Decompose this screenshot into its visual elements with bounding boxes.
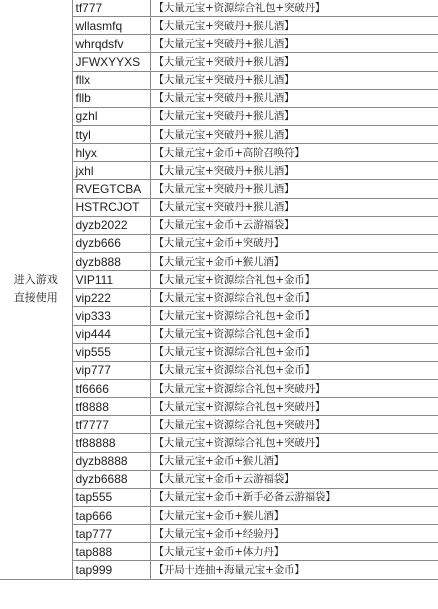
reward-cell: 【大量元宝+突破丹+猴儿酒】	[150, 53, 438, 71]
gift-code-cell: JFWXYYXS	[72, 53, 150, 71]
reward-cell: 【大量元宝+资源综合礼包+金币】	[150, 343, 438, 361]
gift-code-cell: tap666	[72, 506, 150, 524]
reward-cell: 【大量元宝+金币+猴儿酒】	[150, 252, 438, 270]
gift-code-cell: tf777	[72, 0, 150, 17]
gift-code-cell: jxhl	[72, 162, 150, 180]
reward-cell: 【开局十连抽+海量元宝+金币】	[150, 561, 438, 579]
gift-code-cell: vip555	[72, 343, 150, 361]
reward-cell: 【大量元宝+资源综合礼包+金币】	[150, 307, 438, 325]
reward-cell: 【大量元宝+金币+体力丹】	[150, 543, 438, 561]
reward-cell: 【大量元宝+突破丹+猴儿酒】	[150, 198, 438, 216]
reward-cell: 【大量元宝+资源综合礼包+突破丹】	[150, 416, 438, 434]
gift-code-cell: HSTRCJOT	[72, 198, 150, 216]
reward-cell: 【大量元宝+金币+云游福袋】	[150, 470, 438, 488]
reward-cell: 【大量元宝+突破丹+猴儿酒】	[150, 162, 438, 180]
reward-cell: 【大量元宝+突破丹+猴儿酒】	[150, 35, 438, 53]
reward-cell: 【大量元宝+金币+云游福袋】	[150, 216, 438, 234]
gift-code-cell: fllb	[72, 89, 150, 107]
reward-cell: 【大量元宝+资源综合礼包+突破丹】	[150, 379, 438, 397]
reward-cell: 【大量元宝+突破丹+猴儿酒】	[150, 107, 438, 125]
gift-code-cell: RVEGTCBA	[72, 180, 150, 198]
gift-code-cell: vip444	[72, 325, 150, 343]
gift-code-cell: vip777	[72, 361, 150, 379]
gift-code-cell: tap888	[72, 543, 150, 561]
gift-code-cell: hlyx	[72, 144, 150, 162]
reward-cell: 【大量元宝+资源综合礼包+金币】	[150, 289, 438, 307]
gift-code-cell: dyzb6688	[72, 470, 150, 488]
reward-cell: 【大量元宝+金币+新手必备云游福袋】	[150, 488, 438, 506]
reward-cell: 【大量元宝+突破丹+猴儿酒】	[150, 180, 438, 198]
gift-code-cell: tf7777	[72, 416, 150, 434]
gift-code-cell: dyzb8888	[72, 452, 150, 470]
gift-code-cell: VIP111	[72, 271, 150, 289]
gift-code-cell: ttyl	[72, 125, 150, 143]
gift-code-cell: dyzb2022	[72, 216, 150, 234]
gift-code-cell: wllasmfq	[72, 17, 150, 35]
reward-cell: 【大量元宝+突破丹+猴儿酒】	[150, 89, 438, 107]
gift-code-cell: tf8888	[72, 398, 150, 416]
reward-cell: 【大量元宝+资源综合礼包+突破丹】	[150, 434, 438, 452]
gift-code-cell: vip222	[72, 289, 150, 307]
gift-code-cell: dyzb888	[72, 252, 150, 270]
reward-cell: 【大量元宝+资源综合礼包+突破丹】	[150, 398, 438, 416]
reward-cell: 【大量元宝+突破丹+猴儿酒】	[150, 17, 438, 35]
reward-cell: 【大量元宝+资源综合礼包+金币】	[150, 271, 438, 289]
reward-cell: 【大量元宝+突破丹+猴儿酒】	[150, 125, 438, 143]
gift-code-cell: tf88888	[72, 434, 150, 452]
gift-code-cell: tf6666	[72, 379, 150, 397]
table-row	[0, 0, 438, 17]
reward-cell: 【大量元宝+金币+高阶召唤符】	[150, 144, 438, 162]
usage-note-cell: 进入游戏 直接使用	[0, 0, 72, 579]
reward-cell: 【大量元宝+金币+猴儿酒】	[150, 506, 438, 524]
gift-code-cell: tap777	[72, 525, 150, 543]
gift-code-cell: tap999	[72, 561, 150, 579]
reward-cell: 【大量元宝+资源综合礼包+金币】	[150, 361, 438, 379]
reward-cell: 【大量元宝+资源综合礼包+突破丹】	[150, 0, 438, 17]
gift-code-cell: fllx	[72, 71, 150, 89]
reward-cell: 【大量元宝+金币+突破丹】	[150, 234, 438, 252]
gift-code-cell: tap555	[72, 488, 150, 506]
reward-cell: 【大量元宝+突破丹+猴儿酒】	[150, 71, 438, 89]
reward-cell: 【大量元宝+资源综合礼包+金币】	[150, 325, 438, 343]
gift-code-cell: dyzb666	[72, 234, 150, 252]
reward-cell: 【大量元宝+金币+经验丹】	[150, 525, 438, 543]
gift-code-cell: gzhl	[72, 107, 150, 125]
gift-code-cell: whrqdsfv	[72, 35, 150, 53]
reward-cell: 【大量元宝+金币+猴儿酒】	[150, 452, 438, 470]
gift-code-cell: vip333	[72, 307, 150, 325]
